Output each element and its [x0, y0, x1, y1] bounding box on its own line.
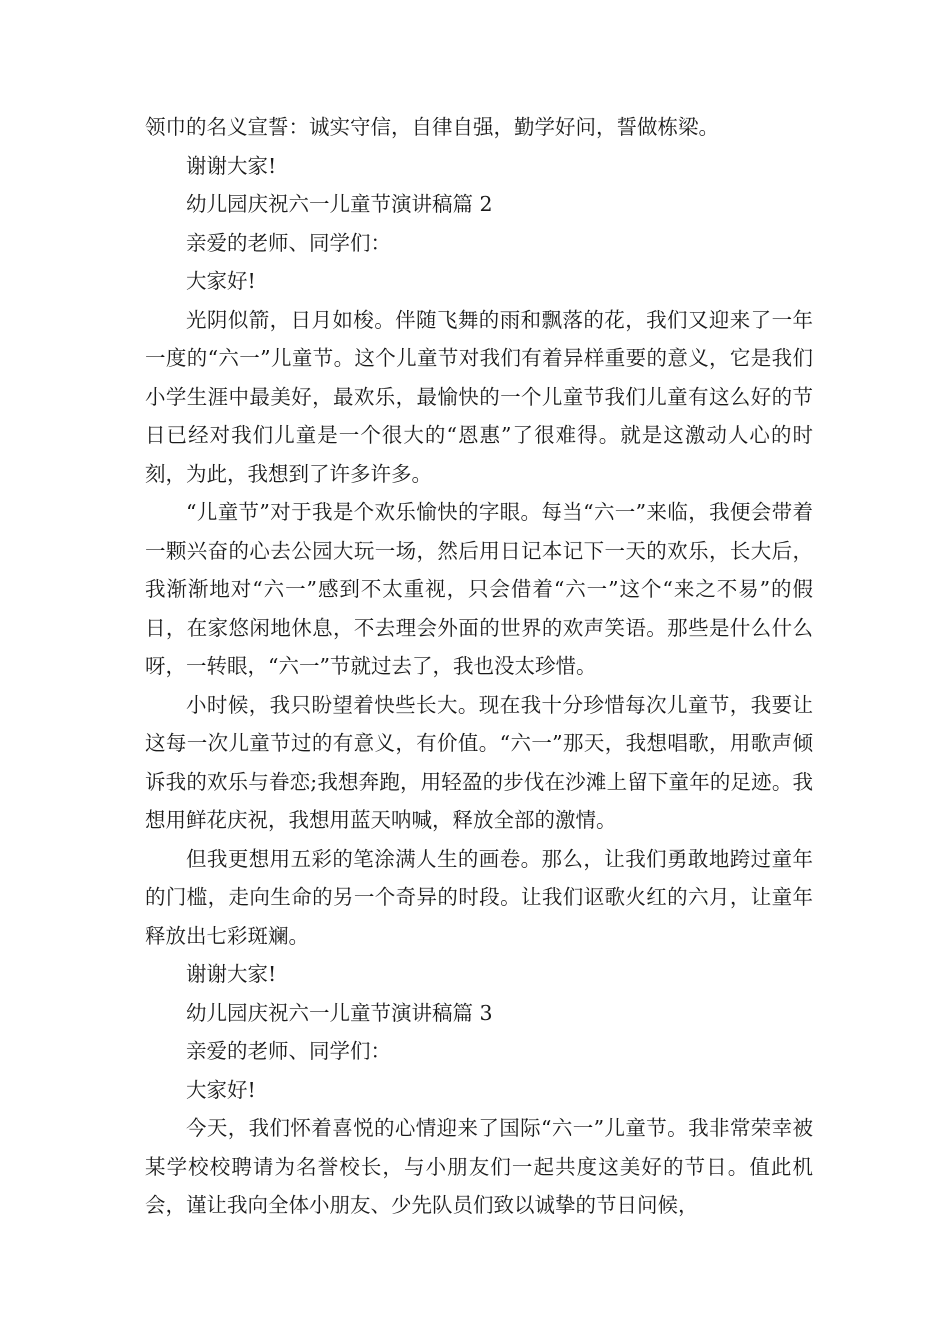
paragraph-salutation: 亲爱的老师、同学们：	[186, 1039, 391, 1063]
paragraph-thanks: 谢谢大家!	[186, 962, 277, 986]
paragraph-greeting: 大家好!	[186, 1077, 256, 1102]
paragraph-body: 光阴似箭，日月如梭。伴随飞舞的雨和飘落的花，我们又迎来了一年一度的“六一”儿童节。这个儿童节对我们有着异样重要的意义，它是我们小学生涯中最美好，最欢乐，最愉快的一个儿童节我们儿童有这么好的节日已经对我们儿童是一个很大的“恩惠”了很难得。就是这激动人心的时刻，为此，我想到了许多许多。	[145, 307, 813, 486]
paragraph-body: “儿童节”对于我是个欢乐愉快的字眼。每当“六一”来临，我便会带着一颗兴奋的心去公园大玩一场，然后用日记本记下一天的欢乐，长大后，我渐渐地对“六一”感到不太重视，只会借着“六一”这个“来之不易”的假日，在家悠闲地休息，不去理会外面的世界的欢声笑语。那些是什么什么呀，一转眼，“六一”节就过去了，我也没太珍惜。	[145, 500, 813, 678]
section-heading: 幼儿园庆祝六一儿童节演讲稿篇 2	[186, 192, 493, 216]
paragraph-body: 今天，我们怀着喜悦的心情迎来了国际“六一”儿童节。我非常荣幸被某学校校聘请为名誉校长，与小朋友们一起共度这美好的节日。值此机会，谨让我向全体小朋友、少先队员们致以诚挚的节日问候，	[145, 1116, 813, 1217]
paragraph-greeting: 大家好!	[186, 269, 256, 293]
paragraph-continuation: 领巾的名义宣誓：诚实守信，自律自强，勤学好问，誓做栋梁。	[145, 115, 719, 139]
paragraph-body: 小时候，我只盼望着快些长大。现在我十分珍惜每次儿童节，我要让这每一次儿童节过的有意义，有价值。“六一”那天，我想唱歌，用歌声倾诉我的欢乐与眷恋;我想奔跑，用轻盈的步伐在沙滩上留下童年的足迹。我想用鲜花庆祝，我想用蓝天呐喊，释放全部的激情。	[145, 692, 813, 832]
document-body	[145, 108, 813, 1225]
paragraph-salutation: 亲爱的老师、同学们：	[186, 230, 391, 255]
paragraph-body: 但我更想用五彩的笔涂满人生的画卷。那么，让我们勇敢地跨过童年的门槛，走向生命的另一个奇异的时段。让我们讴歌火红的六月，让童年释放出七彩斑斓。	[145, 846, 813, 948]
section-heading: 幼儿园庆祝六一儿童节演讲稿篇 3	[186, 1000, 493, 1025]
paragraph-thanks: 谢谢大家!	[186, 153, 277, 178]
